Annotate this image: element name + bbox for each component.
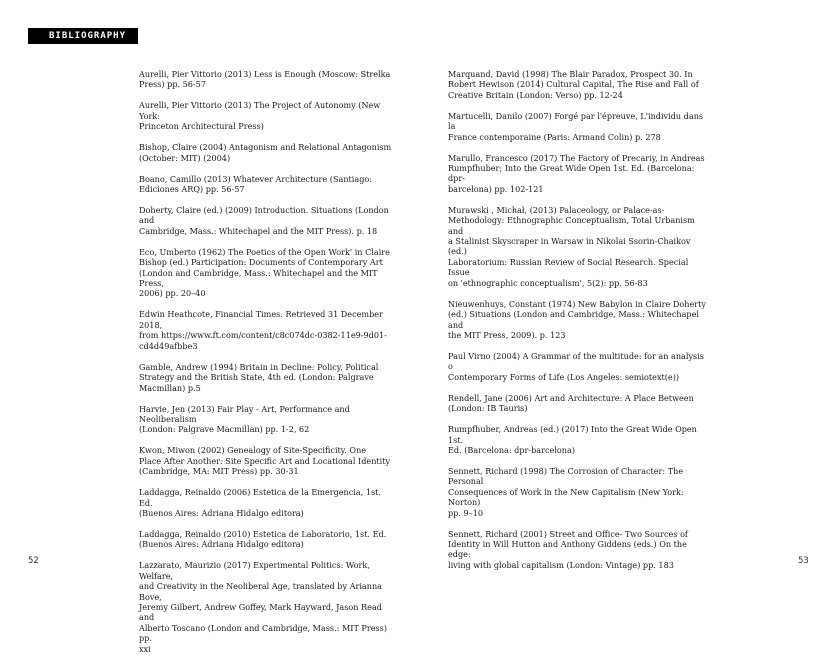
bibliography-entry: Marullo, Francesco (2017) The Factory of Precariy, in Andreas Rumpfhuber; Into the Great Wide Open 1st. Ed. (Barcelona: dpr- barcelona) pp. 102-121	[448, 152, 705, 194]
bibliography-entry: Doherty, Claire (ed.) (2009) Introduction. Situations (London and Cambridge, Mass.: Whitechapel and the MIT Press). p. 18	[139, 205, 389, 236]
bibliography-column-right	[448, 69, 710, 581]
bibliography-entry: Rumpfhuber, Andreas (ed.) (2017) Into the Great Wide Open 1st. Ed. (Barcelona: dpr-barcelona)	[448, 424, 697, 455]
bibliography-entry: Gamble, Andrew (1994) Britain in Decline: Policy, Political Strategy and the British State, 4th ed. (London: Palgrave Macmillan) p.5	[139, 361, 379, 393]
bibliography-entry: Sennett, Richard (2001) Street and Office- Two Sources of Identity in Will Hutton and Anthony Giddens (eds.) On the edge: living with global capitalism (London: Vintage) pp. 183	[448, 528, 688, 570]
page-number-right: 53	[798, 556, 809, 566]
bibliography-entry: Boano, Camillo (2013) Whatever Architecture (Santiago: Ediciones ARQ) pp. 56-57	[139, 173, 372, 195]
bibliography-entry: Nieuwenhuys, Constant (1974) New Babylon in Claire Doherty (ed.) Situations (London and Cambridge, Mass.: Whitechapel and the MIT Press, 2009). p. 123	[448, 298, 706, 340]
section-title: BIBLIOGRAPHY	[49, 31, 127, 41]
bibliography-entry: Murawski , Michał, (2013) Palaceology, or Palace-as- Methodology: Ethnographic Conceptualism, Total Urbanism and a Stalinist Skyscraper in Warsaw in Nikolai Ssorin-Chaikov (ed.) Laboratorium: Russian Review of Social Research. Special Issue on 'ethnographic conceptualism', 5(2): pp. 56-83	[448, 204, 695, 288]
bibliography-entry: Rendell, Jane (2006) Art and Architecture: A Place Between (London: IB Tauris)	[448, 392, 694, 414]
bibliography-entry: Eco, Umberto (1962) The Poetics of the Open Work' in Claire Bishop (ed.) Participation: Documents of Contemporary Art (London and Cambridge, Mass.: Whitechapel and the MIT Press, 2006) pp. 20–40	[139, 246, 390, 299]
bibliography-entry: Laddagga, Reinaldo (2010) Estetica de Laboratorio, 1st. Ed. (Buenos Aires: Adriana Hidalgo editora)	[139, 528, 387, 550]
bibliography-entry: Laddagga, Reinaldo (2006) Estetica de la Emergencia, 1st. Ed. (Buenos Aires: Adriana Hidalgo editora)	[139, 487, 381, 518]
bibliography-entry: Bishop, Claire (2004) Antagonism and Relational Antagonism (October: MIT) (2004)	[139, 142, 392, 163]
bibliography-entry: Aurelli, Pier Vittorio (2013) The Project of Autonomy (New York: Princeton Architectural Press)	[139, 100, 381, 132]
section-header-tab	[28, 28, 138, 44]
bibliography-entry: Marquand, David (1998) The Blair Paradox, Prospect 30. In Robert Hewison (2014) Cultural Capital, The Rise and Fall of Creative Britain (London: Verso) pp. 12-24	[448, 69, 699, 100]
bibliography-entry: Martucelli, Danilo (2007) Forgé par l'épreuve, L'individu dans la France contemporaine (Paris: Armand Colin) p. 278	[448, 110, 704, 142]
bibliography-column-left	[139, 69, 397, 665]
bibliography-entry: Edwin Heathcote, Financial Times. Retrieved 31 December 2018, from https://www.ft.com/content/c8c074dc-0382-11e9-9d01- cd4d49afbbe3	[139, 309, 387, 351]
bibliography-entry: Paul Virno (2004) A Grammar of the multitude: for an analysis o Contemporary Forms of Life (Los Angeles: semiotext(e))	[448, 350, 704, 382]
bibliography-entry: Harvie, Jen (2013) Fair Play - Art, Performance and Neoliberalism (London: Palgrave Macmillan) pp. 1-2, 62	[139, 403, 350, 435]
bibliography-entry: Sennett, Richard (1998) The Corrosion of Character: The Personal Consequences of Work in the New Capitalism (New York: Norton) pp. 9–10	[448, 465, 684, 518]
bibliography-entry: Kwon, Miwon (2002) Genealogy of Site-Specificity. One Place After Another: Site Specific Art and Locational Identity (Cambridge, MA: MIT Press) pp. 30-31	[139, 445, 391, 477]
bibliography-entry: Lazzarato, Maurizio (2017) Experimental Politics: Work, Welfare, and Creativity in the Neoliberal Age, translated by Arianna Bove, Jeremy Gilbert, Andrew Goffey, Mark Hayward, Jason Read and Alberto Toscano (London and Cambridge, Mass.: MIT Press) pp. xxi	[139, 560, 387, 654]
page-number-left: 52	[28, 556, 39, 566]
bibliography-entry: Aurelli, Pier Vittorio (2013) Less is Enough (Moscow: Strelka Press) pp. 56-57	[139, 69, 391, 90]
